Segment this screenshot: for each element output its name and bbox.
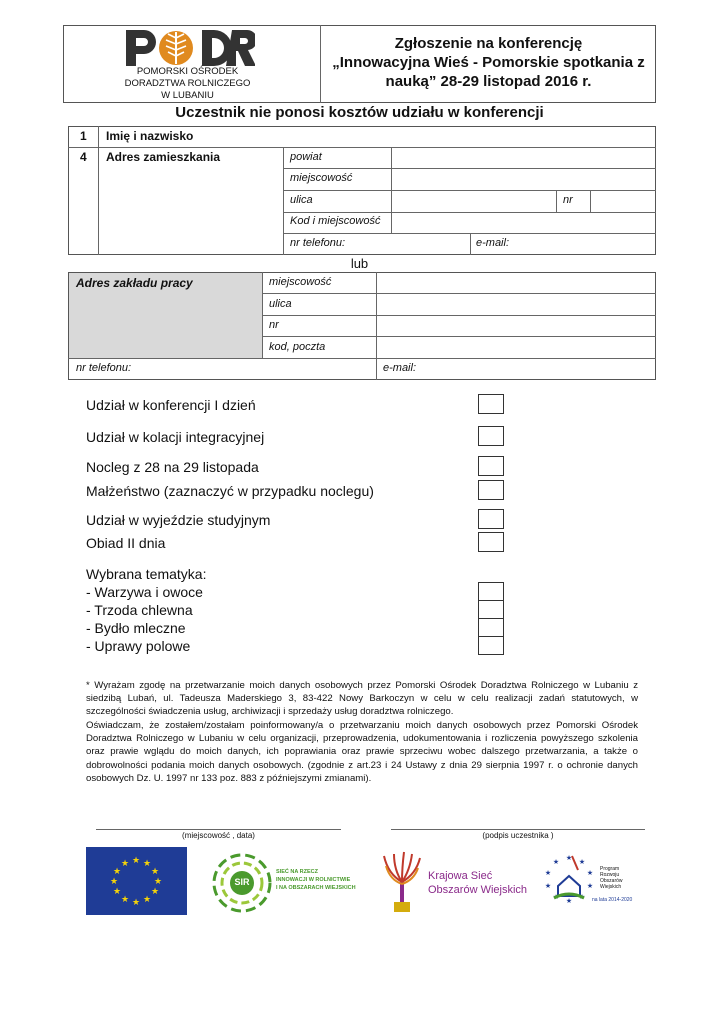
- email-label: e-mail:: [476, 237, 510, 249]
- sir-text-2: INNOWACJI W ROLNICTWIE: [276, 877, 351, 883]
- option-label: Małżeństwo (zaznaczyć w przypadku noclegu): [86, 483, 374, 499]
- svg-text:★: ★: [153, 877, 163, 887]
- option-checkbox[interactable]: [478, 394, 504, 414]
- work-kod-field[interactable]: [377, 337, 655, 358]
- prow-text-5: na lata 2014-2020: [592, 897, 633, 903]
- option-label: Udział w wyjeździe studyjnym: [86, 512, 271, 528]
- header-title-2: „Innowacyjna Wieś - Pomorskie spotkania z: [332, 54, 645, 71]
- svg-text:★: ★: [552, 893, 560, 901]
- prow-logo: [538, 850, 638, 914]
- header-title-1: Zgłoszenie na konferencję: [394, 35, 583, 52]
- topics-heading: Wybrana tematyka:: [86, 566, 207, 582]
- option-checkbox[interactable]: [478, 426, 504, 446]
- declaration-text: Oświadczam, że zostałem/zostałam poinformowany/a o przetwarzaniu moich danych osobowych przez Pomorski Ośrodek Doradztwa Rolniczego w Lubaniu w celu organizacji, przeprowadzenia, udokumentowania i rozliczenia powyższego szkolenia oraz prawie wglądu do moich danych, ich poprawiania oraz prawie sprzeciwu wobec dalszego przetwarzania, a także o dobrowolności podania moich danych osobowych. (zgodnie z art.23 i 24 Ustawy z dnia 29 sierpnia 1997 r. o ochronie danych osobowych Dz. U. 1997 nr 133 poz. 883 z późniejszymi zmianami).: [86, 720, 638, 784]
- row1-label: Imię i nazwisko: [106, 129, 194, 143]
- topic-checkbox[interactable]: [478, 636, 504, 655]
- svg-text:★: ★: [120, 895, 130, 905]
- logo-subtitle-1: POMORSKI OŚRODEK: [136, 66, 239, 77]
- option-label: Nocleg z 28 na 29 listopada: [86, 459, 259, 475]
- nr-label: nr: [563, 194, 573, 206]
- miejscowosc-field[interactable]: [392, 169, 655, 190]
- svg-text:★: ★: [131, 898, 141, 908]
- prow-text-3: Obszarów: [600, 878, 623, 884]
- ulica-field[interactable]: [392, 191, 556, 212]
- powiat-field[interactable]: [392, 148, 655, 168]
- topic-checkbox[interactable]: [478, 582, 504, 601]
- svg-text:★: ★: [544, 882, 552, 890]
- svg-text:★: ★: [150, 887, 160, 897]
- option-label: Obiad II dnia: [86, 535, 166, 551]
- powiat-label: powiat: [290, 151, 322, 163]
- lub-label: lub: [350, 256, 369, 271]
- svg-text:★: ★: [586, 882, 594, 890]
- ulica-label: ulica: [290, 194, 313, 206]
- svg-text:★: ★: [112, 887, 122, 897]
- svg-text:★: ★: [586, 869, 594, 877]
- option-checkbox[interactable]: [478, 509, 504, 529]
- ksow-logo: [380, 850, 530, 916]
- row1-number: 1: [80, 129, 87, 143]
- miejscowosc-label: miejscowość: [290, 172, 353, 184]
- svg-text:★: ★: [578, 858, 586, 866]
- sir-badge: SIR: [234, 877, 250, 887]
- subtitle: Uczestnik nie ponosi kosztów udziału w konferencji: [175, 104, 544, 121]
- prow-text-2: Rozwoju: [600, 872, 620, 878]
- place-date-line[interactable]: [96, 829, 341, 830]
- sir-text-3: I NA OBSZARACH WIEJSKICH: [276, 885, 356, 891]
- work-kod-label: kod, poczta: [269, 341, 326, 353]
- svg-text:★: ★: [112, 867, 122, 877]
- work-nr-field[interactable]: [377, 316, 655, 336]
- nr-field[interactable]: [591, 191, 655, 212]
- signature-line[interactable]: [391, 829, 645, 830]
- row4-number: 4: [80, 150, 87, 164]
- eu-stars: [86, 847, 187, 915]
- kod-label: Kod i miejscowość: [290, 215, 381, 227]
- svg-text:★: ★: [142, 895, 152, 905]
- topic-checkbox[interactable]: [478, 600, 504, 619]
- sir-logo: [210, 851, 370, 915]
- consent-text: * Wyrażam zgodę na przetwarzanie moich danych osobowych przez Pomorski Ośrodek Doradztwa Rolniczego w Lubaniu z siedzibą Lubań, ul. Tadeusza Maderskiego 3, 83-422 Nowy Barkoczyn w celu w celu realizacji zadań statutowych, w szczególności świadczenia usług, archiwizacji i sprzedaży usług doradztwa rolniczego.: [86, 680, 638, 718]
- svg-text:★: ★: [120, 859, 130, 869]
- prow-emblem: [538, 850, 600, 912]
- svg-text:★: ★: [552, 858, 560, 866]
- prow-text-4: Wiejskich: [600, 884, 622, 890]
- svg-text:★: ★: [544, 869, 552, 877]
- ksow-text-2: Obszarów Wiejskich: [428, 884, 528, 896]
- place-date-caption: (miejscowość , data): [182, 831, 255, 840]
- kod-field[interactable]: [392, 213, 655, 233]
- option-checkbox[interactable]: [478, 532, 504, 552]
- work-label: Adres zakładu pracy: [76, 276, 193, 290]
- svg-text:★: ★: [142, 859, 152, 869]
- work-miejscowosc-field[interactable]: [377, 273, 655, 293]
- option-label: Udział w konferencji I dzień: [86, 397, 256, 413]
- work-email-label: e-mail:: [383, 362, 417, 374]
- topic-label: - Bydło mleczne: [86, 620, 186, 636]
- row4-label: Adres zamieszkania: [106, 150, 221, 164]
- header-title-3: nauką” 28-29 listopad 2016 r.: [385, 73, 592, 90]
- svg-text:★: ★: [565, 897, 573, 905]
- svg-text:★: ★: [578, 893, 586, 901]
- option-label: Udział w kolacji integracyjnej: [86, 429, 265, 445]
- sir-text-1: SIEĆ NA RZECZ: [276, 869, 318, 875]
- topic-label: - Uprawy polowe: [86, 638, 191, 654]
- topic-label: - Warzywa i owoce: [86, 584, 203, 600]
- svg-text:★: ★: [150, 867, 160, 877]
- telefon-label: nr telefonu:: [290, 237, 346, 249]
- ksow-text-1: Krajowa Sieć: [428, 870, 493, 882]
- name-field[interactable]: [284, 127, 655, 147]
- topic-label: - Trzoda chlewna: [86, 602, 193, 618]
- ksow-emblem: [380, 850, 424, 916]
- work-miejscowosc-label: miejscowość: [269, 276, 332, 288]
- svg-text:★: ★: [109, 877, 119, 887]
- option-checkbox[interactable]: [478, 480, 504, 500]
- eu-flag: [86, 847, 187, 915]
- signature-caption: (podpis uczestnika ): [482, 831, 554, 840]
- prow-text-1: Program: [600, 866, 620, 872]
- option-checkbox[interactable]: [478, 456, 504, 476]
- work-ulica-label: ulica: [269, 298, 292, 310]
- svg-text:★: ★: [565, 854, 573, 862]
- work-nr-label: nr: [269, 319, 279, 331]
- podr-logo: [120, 26, 255, 102]
- work-ulica-field[interactable]: [377, 294, 655, 315]
- topic-checkbox[interactable]: [478, 618, 504, 637]
- svg-text:★: ★: [131, 856, 141, 866]
- work-telefon-label: nr telefonu:: [76, 362, 132, 374]
- logo-subtitle-3: W LUBANIU: [161, 90, 214, 101]
- logo-subtitle-2: DORADZTWA ROLNICZEGO: [124, 78, 251, 89]
